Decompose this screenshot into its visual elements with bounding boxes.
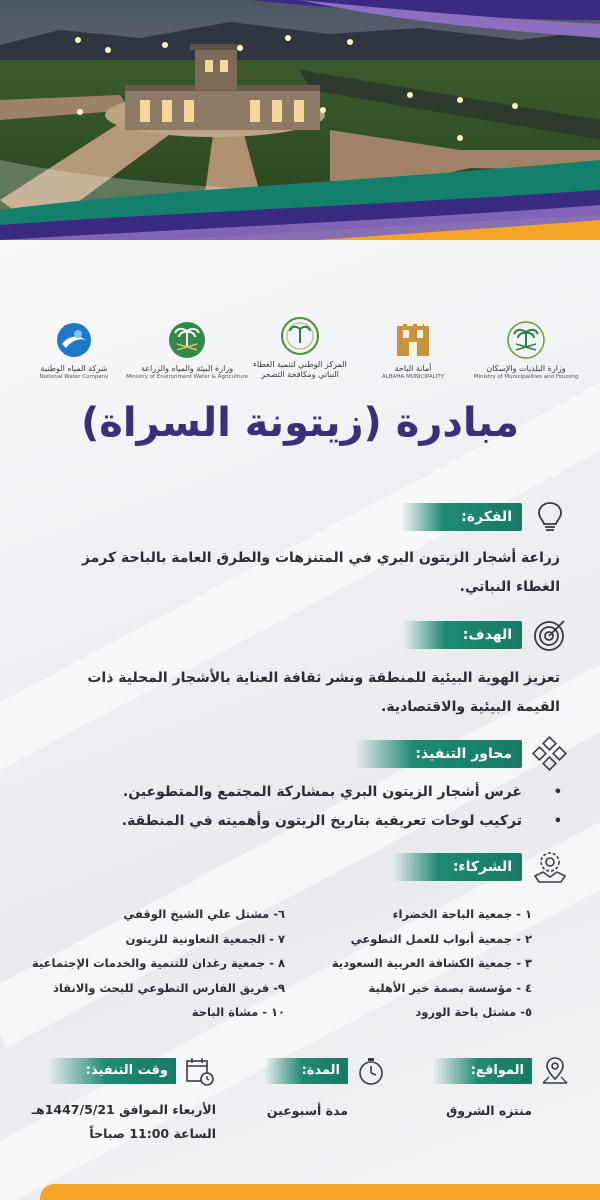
section-axes-header [355, 737, 570, 771]
logo-name-en: Ministry of Municipalities and Housing [473, 374, 579, 380]
section-partners-label: الشركاء: [393, 853, 522, 881]
info-duration-value: مدة أسبوعين [266, 1103, 348, 1118]
list-item: ٧ - الجمعية التعاونية للزيتون [125, 931, 286, 946]
fort-icon [391, 316, 435, 360]
info-locations [422, 1054, 572, 1174]
partners-left-column [32, 902, 285, 1025]
section-idea-header [401, 500, 570, 534]
logo-national-water-company [20, 320, 128, 380]
info-duration-label: المدة: [264, 1058, 348, 1084]
info-time-label: وقت التنفيذ: [48, 1058, 176, 1084]
info-locations-value: منتزه الشروق [446, 1103, 532, 1118]
section-partners-header [393, 850, 570, 884]
target-icon [530, 615, 570, 655]
bottom-accent-bar [40, 1184, 600, 1200]
info-time-date: الأربعاء الموافق 1447/5/21هـ [31, 1102, 216, 1117]
section-goal-header [403, 618, 570, 652]
section-axes-label: محاور التنفيذ: [355, 740, 522, 768]
section-idea-label: الفكرة: [401, 503, 522, 531]
info-time-hour: الساعة 11:00 صباحاً [89, 1126, 216, 1141]
list-item: ١ - جمعية الباحة الخضراء [392, 907, 532, 921]
logo-vegetation-center [246, 316, 354, 380]
list-item: ٩- فريق الفارس التطوعي للبحث والانقاذ [52, 980, 286, 995]
info-time-value [16, 1098, 216, 1146]
palm-swords-icon [506, 320, 546, 360]
handshake-gear-icon [530, 847, 570, 887]
section-goal-label: الهدف: [403, 621, 522, 649]
lightbulb-icon [530, 497, 570, 537]
logo-name-en: Ministry of Environment Water & Agriculture [126, 374, 248, 380]
water-drop-icon [54, 320, 94, 360]
logo-name-en: ALBAHA MUNICIPALITY [381, 374, 445, 380]
logo-municipalities-housing [472, 320, 580, 380]
section-goal-text: تعزيز الهوية البيئية للمنطقة ونشر ثقافة العناية بالأشجار المحلية ذات القيمة البيئية والاقتصادية. [87, 670, 560, 715]
section-idea-text: زراعة أشجار الزيتون البري في المتنزهات والطرق العامة بالباحة كرمز الغطاء النباتي. [81, 550, 560, 595]
partners-right-column [332, 902, 532, 1025]
diamonds-icon [530, 734, 570, 774]
calendar-clock-icon [182, 1054, 216, 1088]
list-item: • تركيب لوحات تعريفية بتاريخ الزيتون وأهميته في المنطقة. [58, 807, 538, 836]
palm-swords-icon [167, 320, 207, 360]
info-duration [238, 1054, 388, 1174]
map-pin-icon [538, 1054, 572, 1088]
partner-logos-row [20, 300, 580, 380]
list-item: ٣ - جمعية الكشافة العربية السعودية [331, 956, 532, 970]
logo-name-ar: وزارة البيئة والمياه والزراعة [140, 364, 234, 373]
logo-name-ar: وزارة البلديات والإسكان [486, 364, 566, 373]
info-time [16, 1054, 216, 1174]
partners-list [32, 902, 532, 1025]
logo-name-ar: شركة المياه الوطنية [40, 364, 108, 373]
list-item: ٦- مشتل علي الشيخ الوقفي [123, 907, 286, 921]
list-item: ٥- مشتل باحة الورود [415, 1005, 532, 1019]
info-locations-label: المواقع: [433, 1058, 532, 1084]
logo-name-ar: أمانة الباحة [394, 364, 432, 373]
hero-photo [0, 0, 600, 240]
palm-circle-icon [280, 316, 320, 356]
list-item: ٢ - جمعية أبواب للعمل التطوعي [350, 931, 532, 946]
logo-albaha-municipality [359, 316, 467, 380]
list-item: • غرس أشجار الزيتون البري بمشاركة المجتمع والمتطوعين. [58, 778, 538, 807]
section-axes-list [58, 778, 538, 836]
logo-environment-ministry [126, 320, 248, 380]
logo-name-en: National Water Company [39, 374, 109, 380]
list-item: ١٠ - مشاة الباحة [191, 1005, 286, 1019]
list-item: ٨ - جمعية رغدان للتنمية والخدمات الإجتماعية [32, 956, 286, 970]
page-title: مبادرة (زيتونة السراة) [80, 400, 520, 446]
logo-name-ar: المركز الوطني لتنمية الغطاء النباتي ومكافحة التصحر [253, 360, 347, 379]
list-item: ٤ - مؤسسة بصمة خير الأهلية [368, 980, 532, 995]
stopwatch-icon [354, 1054, 388, 1088]
